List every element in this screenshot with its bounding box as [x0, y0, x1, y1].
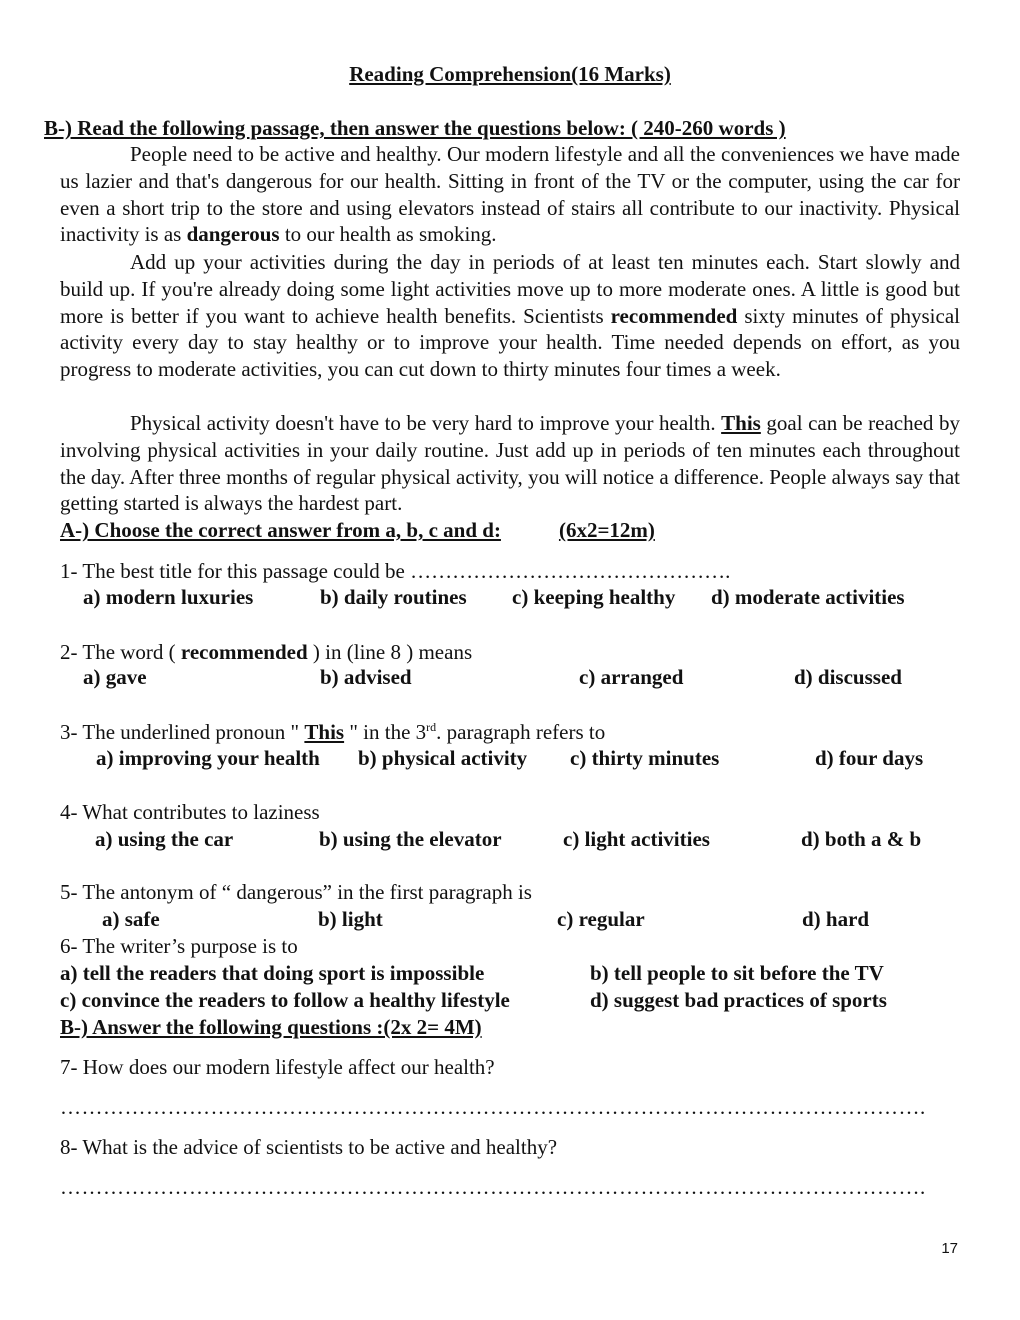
question-keyword: recommended — [180, 640, 308, 664]
question-text: . paragraph refers to — [436, 720, 606, 744]
underlined-word-this: This — [721, 411, 761, 435]
q4-option-a[interactable]: a) using the car — [95, 827, 234, 851]
section-a-heading — [60, 518, 655, 543]
q5-option-b[interactable]: b) light — [318, 907, 383, 931]
q7-answer-line[interactable]: …………………………………………………………………………………………………………. — [60, 1095, 926, 1119]
q1-option-c[interactable]: c) keeping healthy — [512, 585, 676, 609]
question-text: 3- The underlined pronoun " — [60, 720, 305, 744]
q5-option-c[interactable]: c) regular — [557, 907, 645, 931]
q2-option-c[interactable]: c) arranged — [579, 665, 684, 689]
question-keyword: This — [304, 720, 345, 744]
q3-option-c[interactable]: c) thirty minutes — [570, 746, 720, 770]
question-text: 2- The word ( — [60, 640, 181, 664]
q2-option-d[interactable]: d) discussed — [794, 665, 902, 689]
q4-option-b[interactable]: b) using the elevator — [319, 827, 502, 851]
page-number: 17 — [941, 1240, 958, 1257]
page-title: Reading Comprehension(16 Marks) — [349, 62, 671, 86]
q6-option-b[interactable]: b) tell people to sit before the TV — [590, 961, 884, 985]
question-4: 4- What contributes to laziness — [60, 800, 320, 824]
q2-option-a[interactable]: a) gave — [83, 665, 147, 689]
q1-option-b[interactable]: b) daily routines — [320, 585, 467, 609]
q5-option-d[interactable]: d) hard — [802, 907, 870, 931]
passage-instruction: B-) Read the following passage, then answer the questions below: ( 240-260 words ) — [44, 116, 786, 140]
paragraph-text: Add up your activities during the day in periods of at least ten minutes each. Start slowly and build up. If you're already doing some light activities move up to more moderate ones. A little is good but more is better if you want to achieve health benefits. Scientists — [60, 250, 960, 328]
section-a-marks: (6x2=12m) — [558, 518, 655, 542]
paragraph-text: People need to be active and healthy. Our modern lifestyle and all the conveniences we have made us lazier and that's dangerous for our health. Sitting in front of the TV or the computer, using the car for even a short trip to the store and using elevators instead of stairs all contribute to our inactivity. Physical inactivity is as — [60, 142, 960, 247]
q8-answer-line[interactable]: …………………………………………………………………………………………………………. — [60, 1175, 926, 1199]
q4-option-d[interactable]: d) both a & b — [801, 827, 922, 851]
passage-paragraph-2 — [60, 249, 960, 383]
ordinal-suffix: rd — [426, 720, 437, 734]
section-a-heading-text: A-) Choose the correct answer from a, b, c and d: — [60, 518, 501, 542]
q2-option-b[interactable]: b) advised — [320, 665, 412, 689]
question-5: 5- The antonym of “ dangerous” in the first paragraph is — [60, 880, 532, 904]
paragraph-text: goal can be reached by involving physical activities in your daily routine. Just add up in periods of ten minutes each throughout the day. After three months of regular physical activity, you will notice a difference. People always say that getting started is always the hardest part. — [60, 411, 960, 516]
bold-word-recommended: recommended — [610, 303, 738, 328]
q6-option-a[interactable]: a) tell the readers that doing sport is impossible — [60, 961, 485, 985]
question-2 — [60, 640, 472, 665]
section-b-heading: B-) Answer the following questions :(2x 2= 4M) — [60, 1015, 482, 1039]
q1-option-a[interactable]: a) modern luxuries — [83, 585, 254, 609]
q3-option-d[interactable]: d) four days — [815, 746, 924, 770]
question-8: 8- What is the advice of scientists to be active and healthy? — [60, 1135, 558, 1159]
q6-option-d[interactable]: d) suggest bad practices of sports — [590, 988, 887, 1012]
question-1: 1- The best title for this passage could be ………………………………………. — [60, 559, 731, 583]
q5-option-a[interactable]: a) safe — [102, 907, 160, 931]
paragraph-text: to our health as smoking. — [279, 222, 497, 247]
question-6: 6- The writer’s purpose is to — [60, 934, 298, 958]
q6-option-c[interactable]: c) convince the readers to follow a healthy lifestyle — [60, 988, 510, 1012]
q4-option-c[interactable]: c) light activities — [563, 827, 710, 851]
passage-paragraph-3 — [60, 410, 960, 517]
bold-word-dangerous: dangerous — [186, 222, 280, 247]
q3-option-a[interactable]: a) improving your health — [96, 746, 320, 770]
paragraph-text: Physical activity doesn't have to be very hard to improve your health. — [130, 411, 722, 435]
question-text: " in the 3 — [344, 720, 427, 744]
q3-option-b[interactable]: b) physical activity — [358, 746, 528, 770]
question-3 — [60, 720, 605, 745]
passage-paragraph-1 — [60, 141, 960, 248]
paragraph-text: sixty minutes of physical activity every day to stay healthy or to improve your health. Time needed depends on effort, as you progress to moderate activities, you can cut down to thirty minutes four times a week. — [60, 303, 960, 382]
question-7: 7- How does our modern lifestyle affect our health? — [60, 1055, 495, 1079]
q1-option-d[interactable]: d) moderate activities — [711, 585, 905, 609]
question-text: ) in (line 8 ) means — [307, 640, 473, 664]
